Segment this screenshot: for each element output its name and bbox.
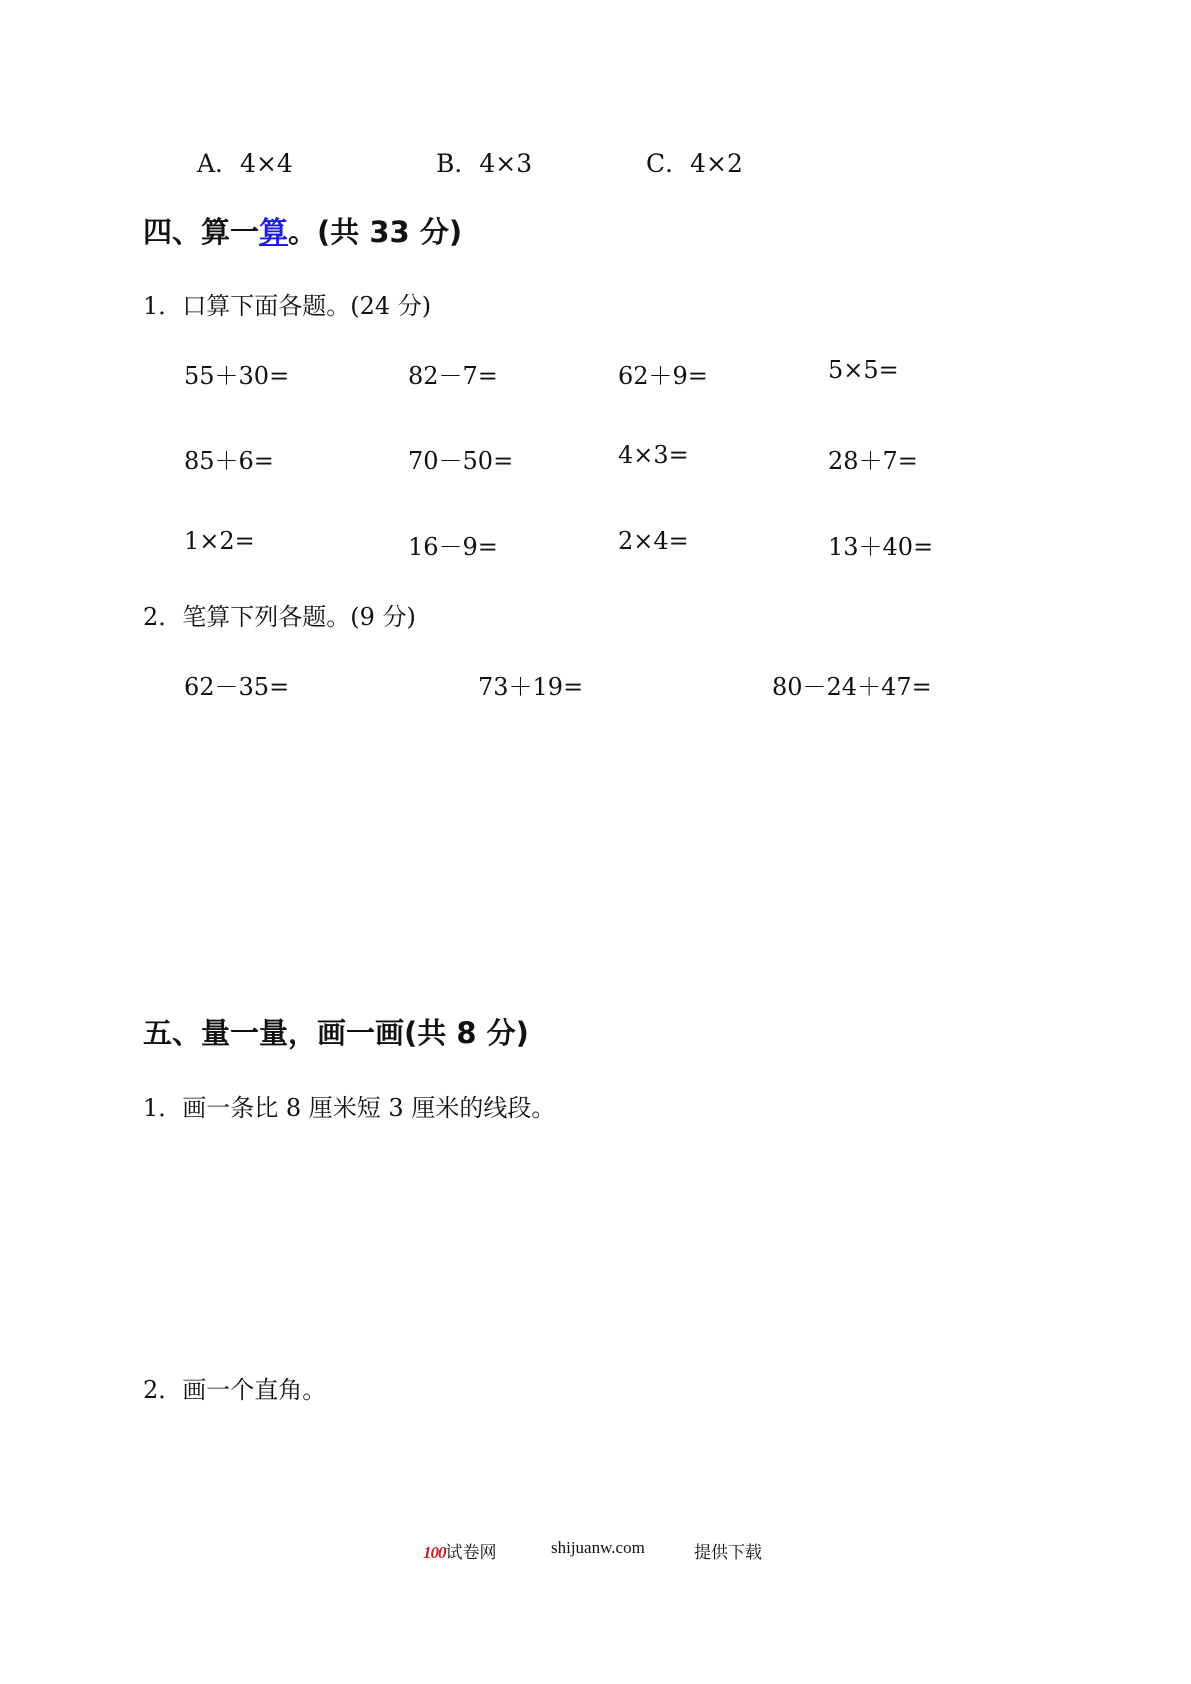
option-c: C．4×2 <box>646 149 743 178</box>
section4-q2-label: 2．笔算下列各题。(9 分) <box>143 603 416 631</box>
footer-site[interactable]: shijuanw.com <box>551 1538 645 1557</box>
section4-heading-pre: 四、算一 <box>143 215 260 249</box>
oral-calc-item: 5×5= <box>828 356 899 384</box>
section4-heading-post: 。(共 33 分) <box>288 215 463 249</box>
option-a: A．4×4 <box>197 149 293 178</box>
section4-heading <box>143 210 462 251</box>
oral-calc-item: 55＋30= <box>184 362 290 390</box>
footer-note: 提供下载 <box>694 1543 762 1562</box>
oral-calc-item: 4×3= <box>618 441 689 469</box>
oral-calc-item: 2×4= <box>618 527 689 555</box>
section4-heading-link[interactable]: 算 <box>259 215 289 249</box>
oral-calc-item: 82－7= <box>408 362 498 390</box>
section5-q2: 2．画一个直角。 <box>143 1376 327 1404</box>
option-b: B．4×3 <box>436 149 533 178</box>
written-calc-item: 73＋19= <box>478 673 584 701</box>
oral-calc-item: 13＋40= <box>828 533 934 561</box>
written-calc-item: 62－35= <box>184 673 290 701</box>
logo-100-icon: 100 <box>423 1543 446 1562</box>
section4-q1-label: 1．口算下面各题。(24 分) <box>143 292 432 320</box>
oral-calc-item: 70－50= <box>408 447 514 475</box>
oral-calc-item: 16－9= <box>408 533 498 561</box>
section5-q1: 1．画一条比 8 厘米短 3 厘米的线段。 <box>143 1094 556 1122</box>
oral-calc-item: 85＋6= <box>184 447 274 475</box>
footer-logo-text: 试卷网 <box>445 1543 497 1562</box>
written-calc-item: 80－24＋47= <box>772 673 932 701</box>
oral-calc-item: 1×2= <box>184 527 255 555</box>
section5-heading: 五、量一量，画一画(共 8 分) <box>143 1016 529 1050</box>
footer-logo <box>423 1538 497 1563</box>
oral-calc-item: 62＋9= <box>618 362 708 390</box>
oral-calc-item: 28＋7= <box>828 447 918 475</box>
